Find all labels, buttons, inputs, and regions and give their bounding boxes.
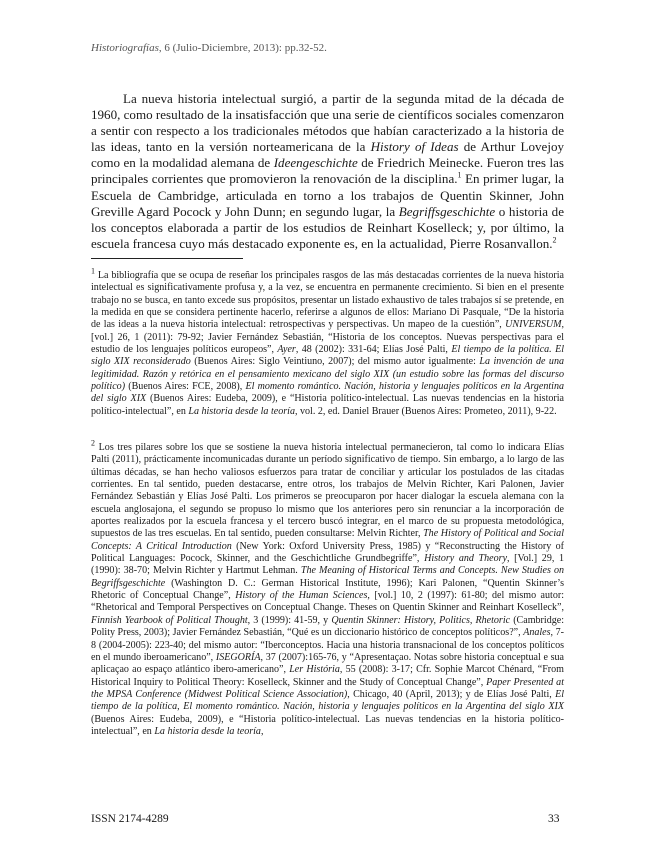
fn-italic: Anales	[523, 627, 551, 639]
fn-text: , 3 (1999): 41-59, y	[247, 614, 332, 626]
fn-text: (Buenos Aires: Eudeba, 2009), e “Historia político-intelectual. Las nuevas tendencias en la historia político-intelectual”, en	[91, 713, 564, 737]
issue-info: , 6 (Julio-Diciembre, 2013): pp.32-52.	[158, 42, 327, 54]
fn-text: (Washington D. C.: German Historical Institute, 1996); Kari Palonen, “Quentin Skinner’s Rhetoric of Conceptual Change”,	[91, 577, 564, 602]
fn-text: , [Vol.] 29, 1 (1990): 38-70; Melvin Richter y Hartmut Lehman.	[91, 553, 565, 577]
footnote-separator	[91, 258, 243, 259]
fn-italic: El momento romántico. Nación, historia y lenguajes políticos en la Argentina del siglo XIX	[91, 381, 564, 405]
fn-italic: Ayer	[277, 344, 296, 356]
fn-text: , 55 (2008): 3-17; Cfr. Sophie Marcot Chénard, “From Historical Inquiry to Political Theory: Koselleck, Skinner and the Study of Conceptual Change”,	[91, 664, 564, 688]
body-italic: History of Ideas	[370, 139, 459, 155]
fn-italic: El tiempo de la política, El momento romántico. Nación, historia y lenguajes políticos en la Argentina del siglo XIX	[91, 688, 565, 713]
footnote-1	[91, 266, 565, 418]
fn-text: , Chicago, 40 (April, 2013); y de Elías José Palti,	[347, 688, 556, 700]
fn-text: , 48 (2002): 331-64; Elías José Palti,	[295, 344, 452, 356]
body-paragraph	[91, 91, 564, 252]
fn-text: , [vol.] 10, 2 (1997): 61-80; del mismo autor: “Rhetorical and Temporal Perspectives on Conceptual Change. Theses on Quentin Skinner and Reinhart Koselleck”,	[91, 590, 564, 614]
fn-text: (Buenos Aires: Siglo Veintiuno, 2007); del mismo autor igualmente:	[190, 356, 480, 368]
fn-italic: La invención de una legitimidad. Razón y retórica en el pensamiento mexicano del siglo XIX (un estudio sobre las formas del discurso político)	[91, 356, 564, 393]
fn-text: , 7-8 (2004-2005): 223-40; del mismo autor: “Iberconceptos. Hacia una historia transnacional de los conceptos políticos en el mundo iberoamericano”,	[91, 627, 564, 663]
body-text: o historia de los conceptos elaborada a partir de los estudios de Reinhart Koselleck; y, por último, la escuela francesa cuyo más destacado exponente es, en la actualidad, Pierre Rosanvallon.	[91, 203, 564, 251]
footnote-2	[91, 438, 565, 738]
fn-italic: The History of Political and Social Concepts: A Critical Introduction	[91, 528, 564, 552]
fn-italic: Finnish Yearbook of Political Thought	[91, 614, 248, 626]
issn-footer: ISSN 2174-4289	[91, 813, 169, 825]
fn-text: , vol. 2, ed. Daniel Brauer (Buenos Aires: Prometeo, 2011), 9-22.	[294, 405, 557, 417]
journal-title: Historiografías	[91, 42, 159, 54]
body-text: En primer lugar, la Escuela de Cambridge, articulada en torno a los trabajos de Quentin Skinner, John Greville Agard Pocock y John Dunn; en segundo lugar, la	[91, 171, 564, 219]
body-text: de Friedrich Meinecke. Fueron tres las principales corrientes que promovieron la renovación de la disciplina.	[91, 155, 565, 187]
fn-text: Los tres pilares sobre los que se sostiene la nueva historia intelectual permanecieron, tal como lo indicara Elías Palti (2011), prácticamente incomunicadas durante un período significativo de tiempo. Sin embargo, a lo largo de las últimas décadas, se han hecho valiosos esfuerzos para tratar de conciliar y articular los postulados de las citadas corrientes. En tal sentido, pueden destacarse, entre otros, los trabajos de Melvin Richter, Kari Palonen, Javier Fernández Sebastián y Elías José Palti. Los primeros se preocuparon por hacer dialogar la escuela alemana con la escuela anglosajona, el segundo se propuso lo mismo que los anteriores pero sin renunciar a la incorporación de aportes realizados por la escuela francesa y el tercero buscó integrar, en el marco de su propuesta metodológica, supuestos de las tres escuelas. En tal sentido, pueden consultarse: Melvin Richter,	[91, 442, 564, 540]
body-text: La nueva historia intelectual surgió, a partir de la segunda mitad de la década de 1960, como resultado de la insatisfacción que una serie de científicos sociales comenzaron a sentir con respecto a los tradicionales métodos que habían caracterizado a la historia de las ideas, tanto en la versión norteamericana de la	[91, 91, 564, 155]
fn-italic: History of the Human Sciences	[235, 590, 368, 602]
fn-text: ,	[260, 725, 264, 737]
fn-italic: The Meaning of Historical Terms and Concepts. New Studies on Begriffsgeschichte	[91, 565, 565, 589]
fn-italic: El tiempo de la política. El siglo XIX reconsiderado	[91, 344, 565, 368]
fn-text: (Buenos Aires: FCE, 2008),	[125, 381, 246, 393]
footnote-number: 1	[91, 266, 95, 276]
body-italic: Begriffsgeschichte	[398, 203, 496, 219]
fn-text: [vol.] 26, 1 (2011): 79-92; Javier Fernández Sebastián, “Historia de los conceptos. Nuevas perspectivas para el estudio de los lenguajes políticos europeos”,	[91, 331, 564, 356]
running-header	[91, 42, 571, 54]
fn-text: , 37 (2007):165-76, y “Apresentaçao. Notas sobre historia conceptual e sua aplicaçao ao espaço atlántico ibero-americano”,	[91, 651, 564, 676]
fn-text: (Cambridge: Polity Press, 2003); Javier Fernández Sebastián, “Qué es un diccionario histórico de conceptos políticos?”,	[91, 614, 564, 639]
footnote-ref-1[interactable]: 1	[457, 171, 462, 181]
fn-italic: History and Theory	[424, 553, 508, 565]
footnote-number: 2	[91, 438, 95, 448]
fn-text: La bibliografía que se ocupa de reseñar los principales rasgos de las más destacadas corrientes de la nueva historia intelectual es significativamente profusa y, a la vez, se encuentra en permanente crecimiento. Si bien en el presente trabajo no se busca, en tanto excede sus propósitos, presentar un listado exhaustivo de tales trabajos sí se pretende, en la medida en que se considera pertinente hacerlo, referirse a algunos de ellos: Mariano Di Pasquale, “De la historia de las ideas a la nueva historia intelectual: retrospectivas y perspectivas. Un mapeo de la cuestión”,	[91, 270, 564, 331]
fn-italic: Ler História	[289, 664, 340, 676]
fn-text: (Buenos Aires: Eudeba, 2009), e “Historia político-intelectual. Las nuevas tendencias en la historia político-intelectual”, en	[91, 393, 564, 417]
fn-italic: Quentin Skinner: History, Politics, Rhetoric	[331, 614, 511, 626]
footnote-ref-2[interactable]: 2	[552, 235, 557, 245]
fn-italic: UNIVERSUM,	[505, 319, 564, 331]
page-number: 33	[548, 813, 560, 825]
fn-italic: La historia desde la teoría	[154, 725, 261, 737]
body-text: de Arthur Lovejoy como en la modalidad alemana de	[91, 139, 564, 171]
fn-italic: Paper Presented at the MPSA Conference (Midwest Political Science Association)	[91, 676, 564, 700]
fn-italic: La historia desde la teoría	[188, 405, 295, 417]
fn-text: (New York: Oxford University Press, 1985) y “Reconstructing the History of Political Languages: Pocock, Skinner, and the Geschichtliche Grundbegriffe”,	[91, 540, 564, 565]
body-italic: Ideengeschichte	[273, 155, 358, 171]
fn-italic: ISEGORÍA	[215, 651, 261, 663]
